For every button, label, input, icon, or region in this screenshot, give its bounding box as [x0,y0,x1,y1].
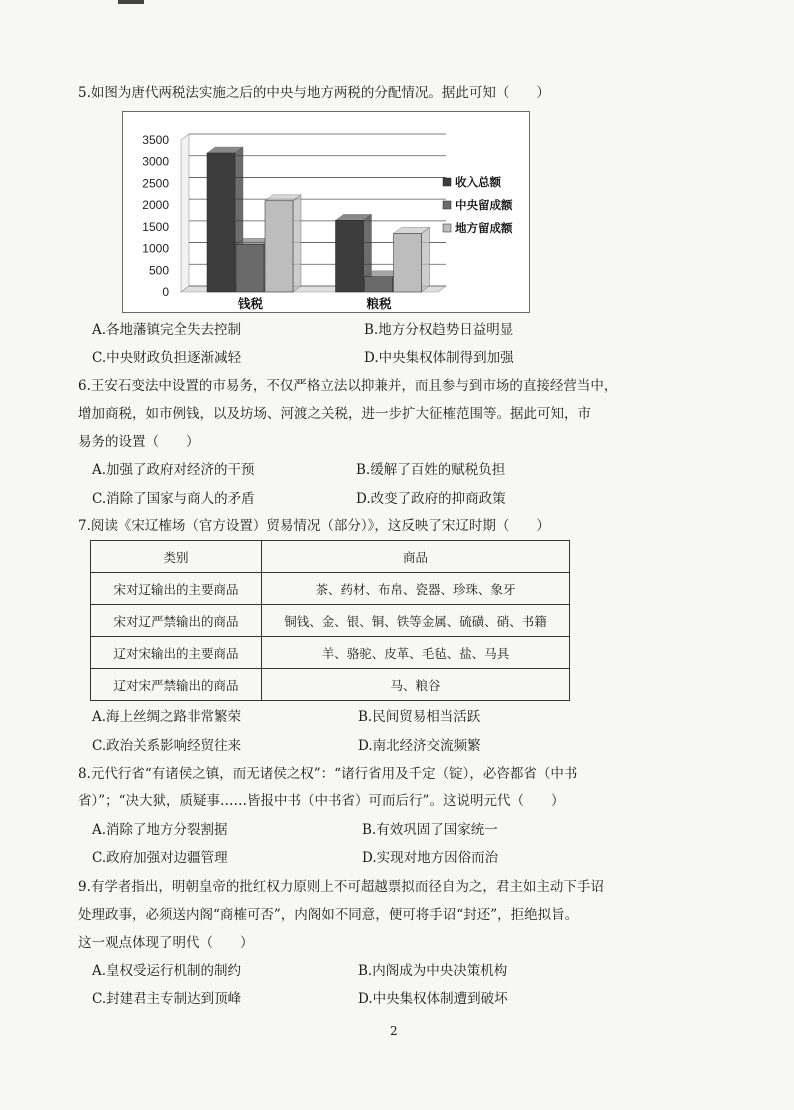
q6-option-b[interactable]: B.缓解了百姓的赋税负担 [356,462,506,478]
tax-distribution-chart [122,111,530,313]
q7-option-a[interactable]: A.海上丝绸之路非常繁荣 [92,709,242,725]
q5-stem: 5.如图为唐代两税法实施之后的中央与地方两税的分配情况。据此可知（ ） [78,85,550,101]
table-cell-category: 宋对辽输出的主要商品 [91,573,262,605]
q6-line-3: 易务的设置（ ） [78,434,200,450]
bar [207,153,235,292]
table-cell-category: 宋对辽严禁输出的商品 [91,605,262,637]
trade-table [90,540,570,701]
table-header-goods: 商品 [262,541,570,573]
q7-stem: 7.阅读《宋辽榷场（官方设置）贸易情况（部分）》，这反映了宋辽时期（ ） [78,518,550,534]
q6-option-c[interactable]: C.消除了国家与商人的矛盾 [92,491,255,507]
bar [336,220,364,292]
page-number: 2 [390,1024,398,1038]
table-row [91,637,570,669]
q7-option-c[interactable]: C.政治关系影响经贸往来 [92,738,242,754]
table-header-row [91,541,570,573]
q5-option-c[interactable]: C.中央财政负担逐渐减轻 [92,350,242,366]
table-header-category: 类别 [91,541,262,573]
q5-option-d[interactable]: D.中央集权体制得到加强 [364,350,514,366]
table-row [91,669,570,701]
scan-mark [118,0,144,4]
bar-side [422,227,430,292]
table-cell-goods: 铜钱、金、银、铜、铁等金属、硫磺、硝、书籍 [262,605,570,637]
y-tick-label: 2500 [142,176,169,191]
q9-option-c[interactable]: C.封建君主专制达到顶峰 [92,991,242,1007]
y-tick-label: 500 [148,263,169,278]
q9-line-2: 处理政事，必须送内阁“商榷可否”，内阁如不同意，便可将手诏“封还”，拒绝拟旨。 [78,907,579,923]
table-cell-category: 辽对宋严禁输出的商品 [91,669,262,701]
bar-side [293,195,301,292]
q6-option-d[interactable]: D.改变了政府的抑商政策 [356,491,506,507]
table-row [91,573,570,605]
table-cell-goods: 羊、骆驼、皮革、毛毡、盐、马具 [262,637,570,669]
q8-option-c[interactable]: C.政府加强对边疆管理 [92,850,228,866]
y-tick-label: 1000 [142,241,169,256]
bar [365,277,393,292]
table-cell-goods: 茶、药材、布帛、瓷器、珍珠、象牙 [262,573,570,605]
q5-option-a[interactable]: A.各地藩镇完全失去控制 [92,322,242,338]
y-tick-label: 3000 [142,154,169,169]
q5-option-b[interactable]: B.地方分权趋势日益明显 [364,322,514,338]
y-tick-label: 3500 [142,133,169,147]
x-tick-label: 钱税 [237,296,264,311]
q7-option-b[interactable]: B.民间贸易相当活跃 [358,709,481,725]
y-tick-label: 2000 [142,198,169,213]
legend-swatch [443,201,451,209]
y-tick-label: 0 [162,285,169,299]
table-cell-goods: 马、粮谷 [262,669,570,701]
y-tick-label: 1500 [142,219,169,234]
bar [236,244,264,292]
q9-option-d[interactable]: D.中央集权体制遭到破坏 [358,991,508,1007]
table-cell-category: 辽对宋输出的主要商品 [91,637,262,669]
legend-label: 收入总额 [455,175,501,189]
q8-line-2: 省）”；“决大狱，质疑事……皆报中书（中书省）可而后行”。这说明元代（ ） [78,793,565,809]
table-row [91,605,570,637]
q9-option-b[interactable]: B.内阁成为中央决策机构 [358,963,508,979]
q8-option-b[interactable]: B.有效巩固了国家统一 [362,822,498,838]
legend-label: 中央留成额 [455,198,513,212]
legend-swatch [443,178,451,186]
q8-option-a[interactable]: A.消除了地方分裂割据 [92,822,228,838]
bar [265,201,293,292]
q6-option-a[interactable]: A.加强了政府对经济的干预 [92,462,255,478]
q6-line-2: 增加商税，如市例钱，以及坊场、河渡之关税，进一步扩大征榷范围等。据此可知，市 [78,406,591,422]
q8-line-1: 8.元代行省“有诸侯之镇，而无诸侯之权”：“诸行省用及千定（锭），必咨都省（中书 [78,766,578,782]
bar [394,233,422,292]
q9-line-3: 这一观点体现了明代（ ） [78,935,254,951]
q8-option-d[interactable]: D.实现对地方因俗而治 [362,850,499,866]
x-tick-label: 粮税 [366,296,392,311]
q9-line-1: 9.有学者指出，明朝皇帝的批红权力原则上不可超越票拟而径自为之，君主如主动下手诏 [78,879,604,895]
chart-side-wall [181,134,189,292]
chart-canvas [123,112,529,312]
q9-option-a[interactable]: A.皇权受运行机制的制约 [92,963,242,979]
q7-option-d[interactable]: D.南北经济交流频繁 [358,738,481,754]
legend-label: 地方留成额 [455,221,513,235]
legend-swatch [443,224,451,232]
q6-line-1: 6.王安石变法中设置的市易务，不仅严格立法以抑兼并，而且参与到市场的直接经营当中， [78,378,618,394]
